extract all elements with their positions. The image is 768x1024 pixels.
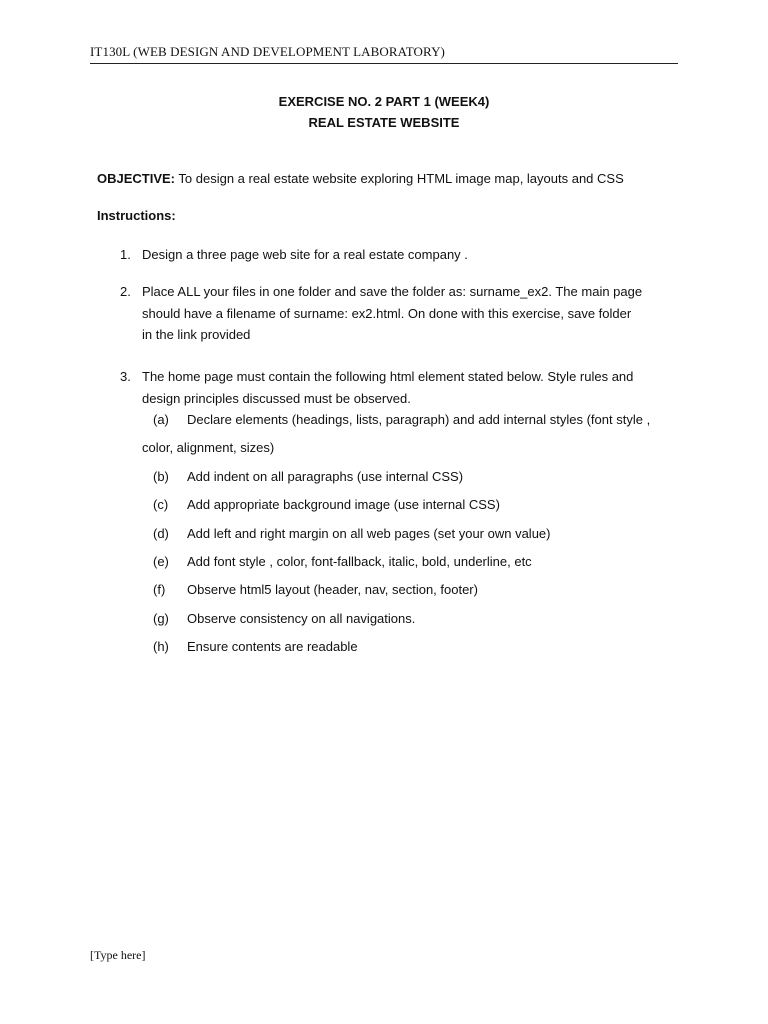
sub-item-letter: (f) <box>153 582 166 597</box>
item-text: Place ALL your files in one folder and save the folder as: surname_ex2. The main page should have a filename of surname: ex2.html. On done with this exercise, save folder in the link provided <box>142 284 643 342</box>
sub-item-letter: (h) <box>153 639 169 654</box>
item-number: 2. <box>120 284 131 299</box>
course-title: IT130L (WEB DESIGN AND DEVELOPMENT LABORATORY) <box>90 44 445 59</box>
sub-item-text: Observe html5 layout (header, nav, section, footer) <box>187 582 478 597</box>
sub-item-text: Add left and right margin on all web pages (set your own value) <box>187 526 551 541</box>
exercise-subtitle: REAL ESTATE WEBSITE <box>308 115 460 130</box>
item-text: The home page must contain the following html element stated below. Style rules and design principles discussed must be observed. <box>142 369 634 406</box>
sub-item-text: Add font style , color, font-fallback, italic, bold, underline, etc <box>187 554 532 569</box>
sub-item-letter: (a) <box>153 412 169 427</box>
sub-item-text: Ensure contents are readable <box>187 639 358 654</box>
objective-text: To design a real estate website exploring HTML image map, layouts and CSS <box>175 171 624 186</box>
sub-item-letter: (c) <box>153 497 169 512</box>
item-text: Design a three page web site for a real estate company . <box>142 247 468 262</box>
item-number: 3. <box>120 369 131 384</box>
sub-item-text: Observe consistency on all navigations. <box>187 611 416 626</box>
sub-item-letter: (e) <box>153 554 169 569</box>
sub-item-text: Declare elements (headings, lists, paragraph) and add internal styles (font style , <box>187 412 651 427</box>
sub-item-letter: (d) <box>153 526 169 541</box>
objective <box>97 168 624 190</box>
objective-label: OBJECTIVE: <box>97 171 176 186</box>
sub-item-text: Add appropriate background image (use internal CSS) <box>187 497 500 512</box>
sub-item-letter: (g) <box>153 611 169 626</box>
sub-item-text: Add indent on all paragraphs (use internal CSS) <box>187 469 464 484</box>
sub-item-continuation: color, alignment, sizes) <box>142 440 275 455</box>
instructions-heading: Instructions: <box>97 208 176 223</box>
header-divider <box>90 63 678 64</box>
item-number: 1. <box>120 247 131 262</box>
exercise-title: EXERCISE NO. 2 PART 1 (WEEK4) <box>278 94 490 109</box>
sub-item-letter: (b) <box>153 469 169 484</box>
footer-placeholder[interactable]: [Type here] <box>90 948 146 962</box>
